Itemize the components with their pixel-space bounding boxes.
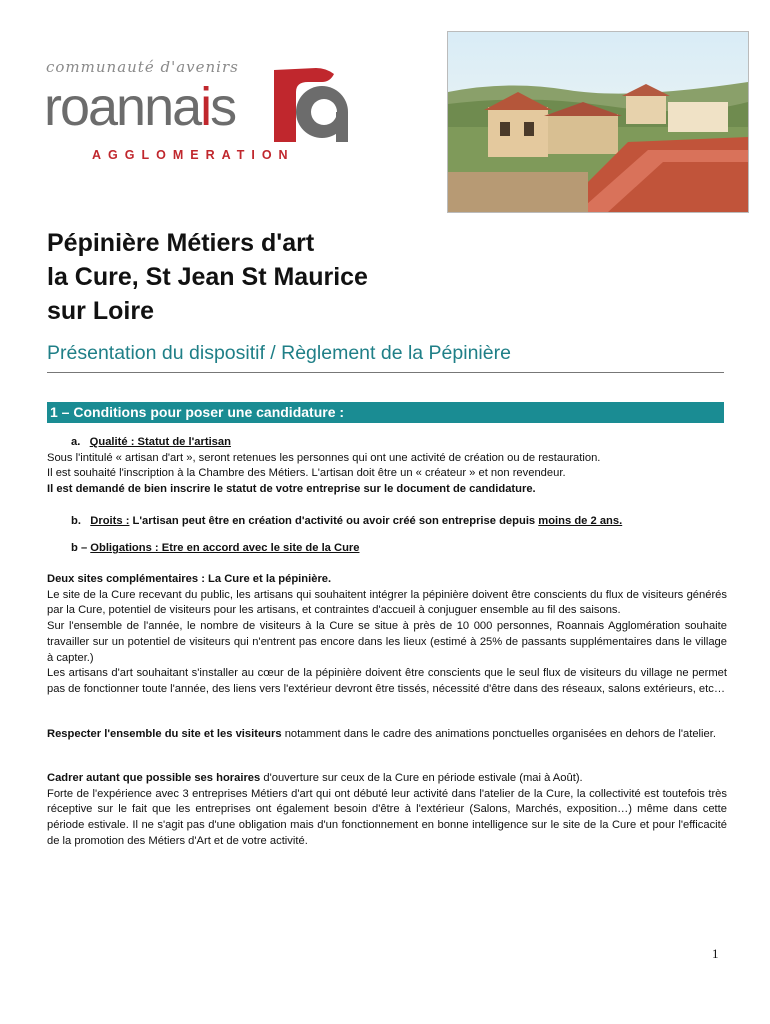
qualite-marker: a.: [71, 436, 81, 448]
horaires-paragraph-2: Forte de l'expérience avec 3 entreprises Métiers d'art qui ont débuté leur activité dans l'atelier de la Cure, la collectivité est toutefois très réceptive sur le fait que les entreprises ont également besoin d'être à l'extérieur (Salons, Marchés, exposition…) même dans cette période estivale. Il ne s'agit pas d'une obligation mais d'un fonctionnement en bonne intelligence sur le site de la Cure et pour l'efficacité de la promotion des Métiers d'Art et de votre activité.: [47, 787, 727, 847]
subtitle-divider: [47, 372, 724, 373]
sites-paragraph-3: Les artisans d'art souhaitant s'installer au cœur de la pépinière doivent être conscients que le seul flux de visiteurs du village ne permet pas de fonctionner toute l'année, des liens vers l'extérieur devront être tissés, nécessité d'être dans des réseaux, salons extérieurs, etc…: [47, 667, 727, 695]
title-line-2: la Cure, St Jean St Maurice: [47, 263, 368, 291]
section-1-heading: 1 – Conditions pour poser une candidature :: [47, 402, 724, 423]
title-line-3: sur Loire: [47, 297, 154, 325]
horaires-paragraph-1: [47, 771, 727, 787]
horaires-lead: Cadrer autant que possible ses horaires: [47, 772, 261, 784]
obligations-marker: b –: [71, 542, 88, 554]
qualite-block: [47, 435, 727, 498]
logo-word-main: roanna: [44, 77, 201, 137]
logo-wordmark: [44, 77, 236, 137]
respect-lead: Respecter l'ensemble du site et les visiteurs: [47, 728, 282, 740]
logo-word-i: i: [200, 77, 211, 137]
qualite-heading: Qualité : Statut de l'artisan: [89, 436, 231, 448]
obligations-line: [47, 541, 727, 557]
roannais-logo: [44, 58, 364, 168]
respect-paragraph: [47, 727, 727, 743]
droits-text: L'artisan peut être en création d'activité ou avoir créé son entreprise depuis: [129, 515, 539, 527]
cure-building-image: [447, 31, 749, 213]
title-line-1: Pépinière Métiers d'art: [47, 229, 315, 257]
logo-word-s: s: [210, 77, 236, 137]
respect-block: [47, 727, 727, 743]
logo-emblem-icon: [266, 64, 358, 144]
qualite-line-1: Sous l'intitulé « artisan d'art », seront retenues les personnes qui ont une activité de création ou de restauration.: [47, 451, 601, 464]
cure-illustration: [448, 32, 748, 212]
sites-heading: Deux sites complémentaires : La Cure et la pépinière.: [47, 573, 332, 585]
qualite-line-3: Il est demandé de bien inscrire le statut de votre entreprise sur le document de candidature.: [47, 483, 536, 496]
droits-block: [47, 514, 727, 530]
respect-text: notamment dans le cadre des animations ponctuelles organisées en dehors de l'atelier.: [281, 728, 716, 740]
sites-block: [47, 572, 727, 698]
sites-paragraph-1: Le site de la Cure recevant du public, les artisans qui souhaitent intégrer la pépinière doivent être conscients du flux de visiteurs générés par la Cure, potentiel de visiteurs pour les artisans, et contraintes d'accueil à conjuguer ensemble au fil des saisons.: [47, 588, 727, 617]
horaires-text: d'ouverture sur ceux de la Cure en période estivale (mai à Août).: [260, 772, 583, 784]
qualite-line-2: Il est souhaité l'inscription à la Chambre des Métiers. L'artisan doit être un « créateur » et non revendeur.: [47, 467, 566, 480]
droits-heading: Droits :: [90, 515, 130, 527]
droits-marker: b.: [71, 515, 81, 527]
sites-paragraph-2: Sur l'ensemble de l'année, le nombre de visiteurs à la Cure se situe à près de 10 000 personnes, Roannais Agglomération souhaite travailler sur un potentiel de visiteurs qui n'entrent pas encore dans les lieux (estimé à 25% de passants supplémentaires dans le village à capter.): [47, 620, 727, 664]
obligations-block: [47, 541, 727, 557]
logo-tagline: communauté d'avenirs: [46, 58, 239, 76]
horaires-block: [47, 771, 727, 850]
document-title: [47, 226, 368, 328]
logo-subtitle: AGGLOMERATION: [92, 148, 295, 162]
obligations-heading: Obligations : Etre en accord avec le site de la Cure: [90, 542, 360, 554]
qualite-heading-line: [47, 435, 727, 451]
droits-emphasis: moins de 2 ans.: [538, 515, 623, 527]
droits-line: [47, 514, 727, 530]
document-subtitle: Présentation du dispositif / Règlement de la Pépinière: [47, 342, 511, 364]
page-number: 1: [712, 946, 719, 961]
